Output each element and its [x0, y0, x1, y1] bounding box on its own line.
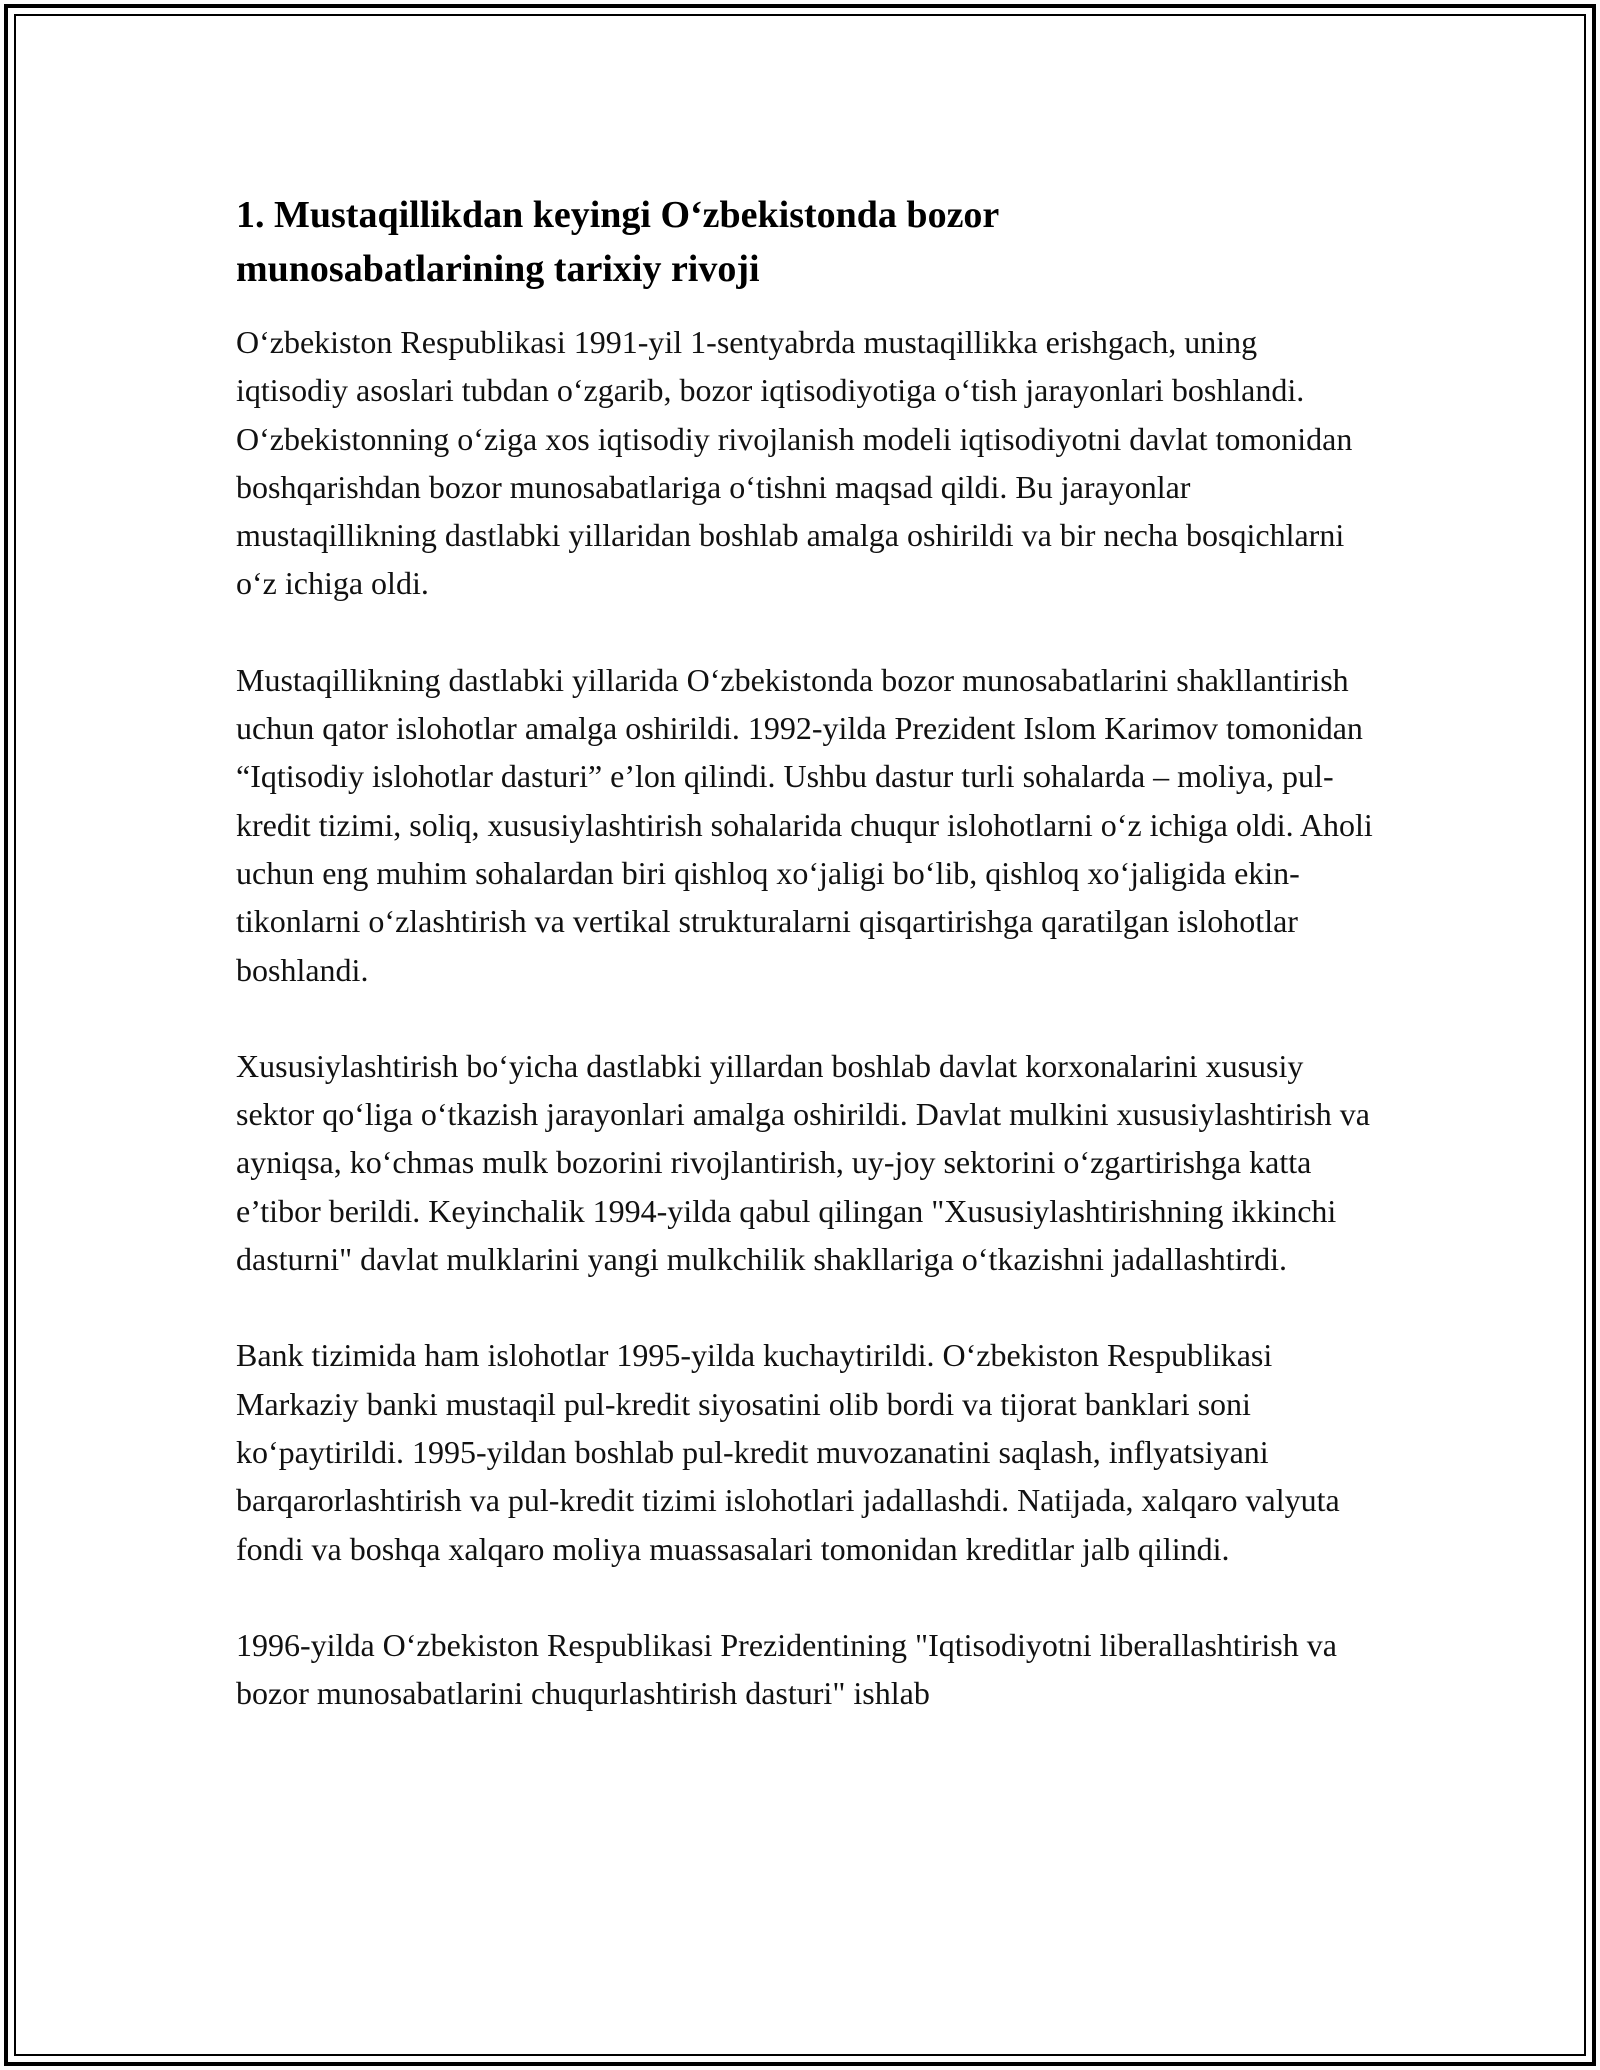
section-heading-line-1: 1. Mustaqillikdan keyingi O‘zbekistonda bozor: [236, 194, 1000, 236]
paragraph-5: 1996-yilda O‘zbekiston Respublikasi Prezidentining "Iqtisodiyotni liberallashtirish va bozor munosabatlarini chuqurlashtirish dasturi" ishlab: [236, 1626, 1337, 1712]
paragraph-3: Xususiylashtirish bo‘yicha dastlabki yillardan boshlab davlat korxonalarini xususiy sektor qo‘liga o‘tkazish jarayonlari amalga oshirildi. Davlat mulkini xususiylashtirish va ayniqsa, ko‘chmas mulk bozorini rivojlantirish, uy-joy sektorini o‘zgartirishga katta e’tibor berildi. Keyinchalik 1994-yilda qabul qilingan "Xususiylashtirishning ikkinchi dasturni" davlat mulklarini yangi mulkchilik shakllariga o‘tkazishni jadallashtirdi.: [236, 1047, 1370, 1278]
document-body: [236, 188, 1376, 1765]
section-heading-line-2: munosabatlarining tarixiy rivoji: [236, 248, 760, 290]
paragraph-2: Mustaqillikning dastlabki yillarida O‘zbekistonda bozor munosabatlarini shakllantirish uchun qator islohotlar amalga oshirildi. 1992-yilda Prezident Islom Karimov tomonidan “Iqtisodiy islohotlar dasturi” e’lon qilindi. Ushbu dastur turli sohalarda – moliya, pul-kredit tizimi, soliq, xususiylashtirish sohalarida chuqur islohotlarni o‘z ichiga oldi. Aholi uchun eng muhim sohalardan biri qishloq xo‘jaligi bo‘lib, qishloq xo‘jaligida ekin-tikonlarni o‘zlashtirish va vertikal strukturalarni qisqartirishga qaratilgan islohotlar boshlandi.: [236, 661, 1373, 988]
section-heading: [236, 188, 1376, 296]
paragraph-4: Bank tizimida ham islohotlar 1995-yilda kuchaytirildi. O‘zbekiston Respublikasi Markaziy banki mustaqil pul-kredit siyosatini olib bordi va tijorat banklari soni ko‘paytirildi. 1995-yildan boshlab pul-kredit muvozanatini saqlash, inflyatsiyani barqarorlashtirish va pul-kredit tizimi islohotlari jadallashdi. Natijada, xalqaro valyuta fondi va boshqa xalqaro moliya muassasalari tomonidan kreditlar jalb qilindi.: [236, 1337, 1340, 1567]
paragraph-1: O‘zbekiston Respublikasi 1991-yil 1-sentyabrda mustaqillikka erishgach, uning iqtisodiy asoslari tubdan o‘zgarib, bozor iqtisodiyotiga o‘tish jarayonlari boshlandi. O‘zbekistonning o‘ziga xos iqtisodiy rivojlanish modeli iqtisodiyotni davlat tomonidan boshqarishdan bozor munosabatlariga o‘tishni maqsad qildi. Bu jarayonlar mustaqillikning dastlabki yillaridan boshlab amalga oshirildi va bir necha bosqichlarni o‘z ichiga oldi.: [236, 324, 1353, 602]
